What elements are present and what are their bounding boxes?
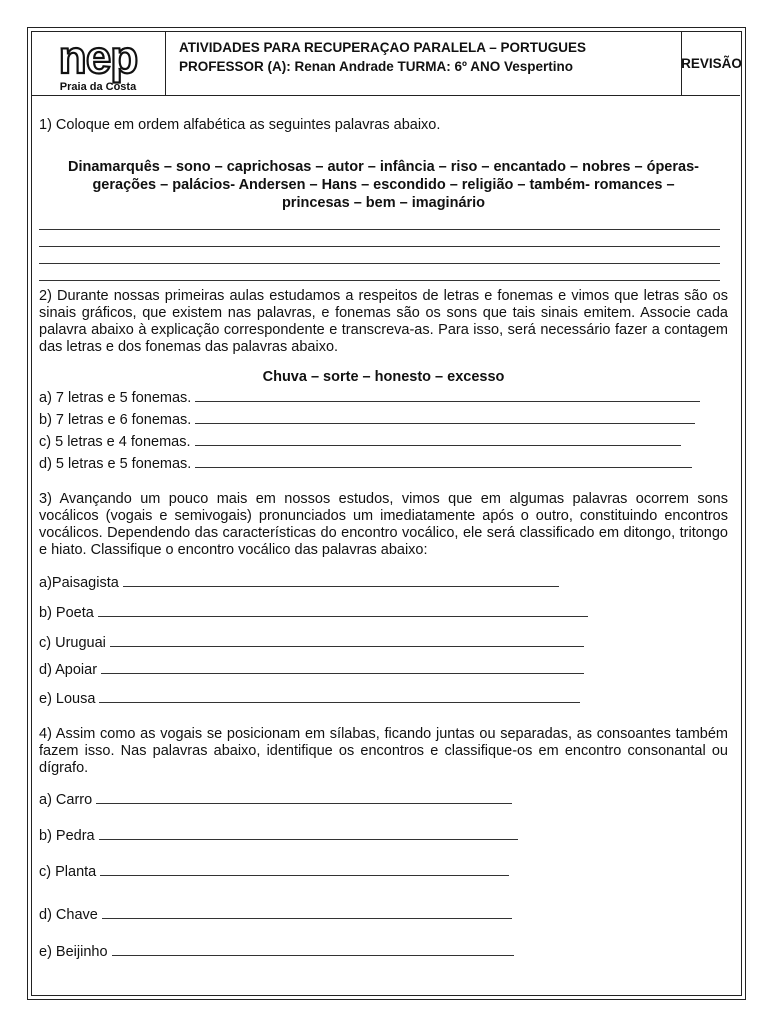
q4-item: a) Carro xyxy=(39,792,512,808)
q3-prompt: 3) Avançando um pouco mais em nossos estudos, vimos que em algumas palavras ocorrem sons vocálicos (vogais e semivogais) pronunciados um imediatamente após o outro, constituindo encontros vocálicos. Dependendo das características do encontro vocálico, ele será classificado em ditongo, tritongo e hiato. Classifique o encontro vocálico das palavras abaixo: xyxy=(39,491,728,558)
answer-blank[interactable] xyxy=(96,802,512,804)
q1-answer-line[interactable] xyxy=(39,263,720,264)
answer-blank[interactable] xyxy=(195,422,695,424)
answer-blank[interactable] xyxy=(100,874,509,876)
q3-item: c) Uruguai xyxy=(39,635,584,651)
header-title-cell xyxy=(167,31,682,95)
q1-prompt: 1) Coloque em ordem alfabética as seguintes palavras abaixo. xyxy=(39,117,441,133)
worksheet-title: ATIVIDADES PARA RECUPERAÇAO PARALELA – PORTUGUES xyxy=(179,40,587,55)
svg-text:Praia da Costa: Praia da Costa xyxy=(59,81,137,93)
q4-item: e) Beijinho xyxy=(39,944,514,960)
q4-prompt: 4) Assim como as vogais se posicionam em sílabas, ficando juntas ou separadas, as consoantes também fazem isso. Nas palavras abaixo, identifique os encontros e classifique-os em encontro consonantal ou dígrafo. xyxy=(39,726,728,776)
q4-item: c) Planta xyxy=(39,864,509,880)
revision-label: REVISÃO xyxy=(681,55,742,71)
q4-item: b) Pedra xyxy=(39,828,518,844)
q2-word-list: Chuva – sorte – honesto – excesso xyxy=(262,369,505,385)
svg-text:nep: nep xyxy=(58,31,138,83)
q2-item: c) 5 letras e 4 fonemas. xyxy=(39,434,681,450)
answer-blank[interactable] xyxy=(195,444,681,446)
answer-blank[interactable] xyxy=(123,585,559,587)
answer-blank[interactable] xyxy=(112,954,514,956)
nep-logo-icon xyxy=(31,31,165,95)
q1-answer-line[interactable] xyxy=(39,246,720,247)
answer-blank[interactable] xyxy=(98,615,588,617)
answer-blank[interactable] xyxy=(110,645,584,647)
teacher-class-line: PROFESSOR (A): Renan Andrade TURMA: 6º ANO Vespertino xyxy=(179,59,573,74)
answer-blank[interactable] xyxy=(101,672,584,674)
answer-blank[interactable] xyxy=(99,838,518,840)
worksheet-header xyxy=(31,31,740,96)
answer-blank[interactable] xyxy=(195,400,700,402)
q3-item: d) Apoiar xyxy=(39,662,584,678)
q2-item: b) 7 letras e 6 fonemas. xyxy=(39,412,695,428)
q3-item: a)Paisagista xyxy=(39,575,559,591)
q1-answer-line[interactable] xyxy=(39,280,720,281)
answer-blank[interactable] xyxy=(102,917,512,919)
q1-answer-line[interactable] xyxy=(39,229,720,230)
answer-blank[interactable] xyxy=(195,466,692,468)
q1-words-line3: princesas – bem – imaginário xyxy=(281,195,486,211)
q1-words-line2: gerações – palácios- Andersen – Hans – escondido – religião – também- romances – xyxy=(92,177,675,193)
q2-item: a) 7 letras e 5 fonemas. xyxy=(39,390,700,406)
q3-item: e) Lousa xyxy=(39,691,580,707)
q4-item: d) Chave xyxy=(39,907,512,923)
school-logo xyxy=(31,31,166,95)
answer-blank[interactable] xyxy=(99,701,580,703)
q2-prompt: 2) Durante nossas primeiras aulas estudamos a respeitos de letras e fonemas e vimos que letras são os sinais gráficos, que existem nas palavras, e fonemas são os sons que tais sinais emitem. Associe cada palavra abaixo à explicação correspondente e transcreva-as. Para isso, será necessário fazer a contagem das letras e dos fonemas das palavras abaixo. xyxy=(39,288,728,355)
q1-words-line1: Dinamarquês – sono – caprichosas – autor – infância – riso – encantado – nobres – óperas- xyxy=(68,159,699,175)
q3-item: b) Poeta xyxy=(39,605,588,621)
q2-item: d) 5 letras e 5 fonemas. xyxy=(39,456,692,472)
